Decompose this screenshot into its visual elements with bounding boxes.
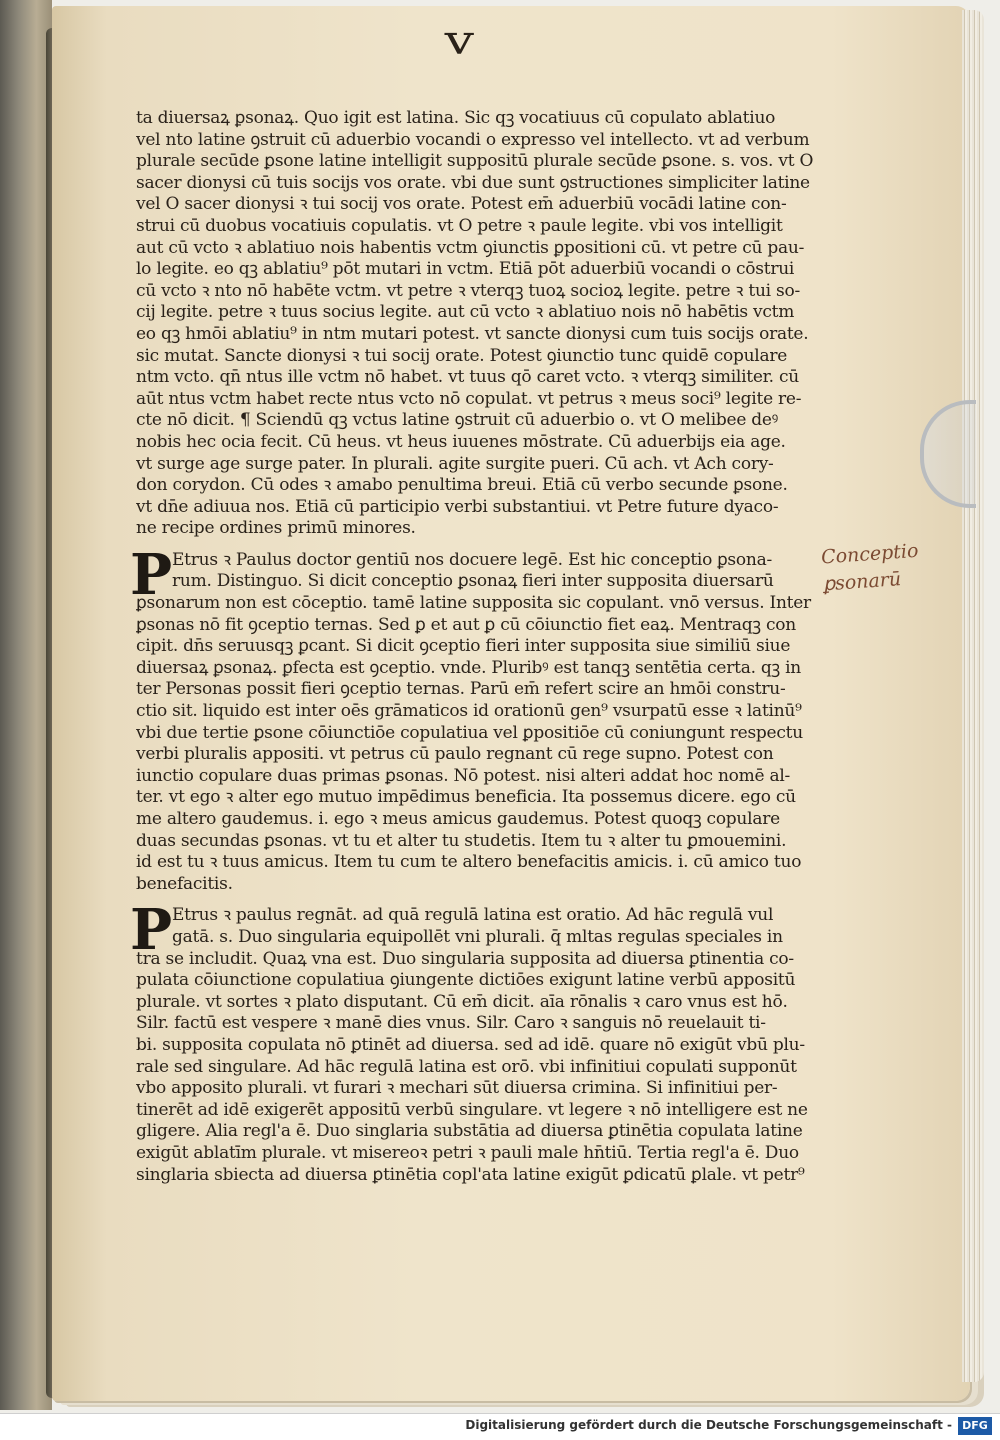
text-line: cte nō dicit̄. ¶ Sciendū qꝫ vct̄us latine ꝯstruit̄ cū aduerbio o. vt O melibee deꝰ <box>136 410 778 431</box>
text-line: lo legite. eo qꝫ ablatiu⁹ pōt mutari in vct̄m. Etiā pōt aduerbiū vocandi o cōstrui <box>136 259 795 280</box>
text-line: cipit̄. dn̄s seruusqꝫ ꝑcant̄. Si dicit̄ ꝯceptio fieri inter supposita siue similiū siue <box>136 636 791 657</box>
marginal-note-line-1: Conceptio <box>820 539 920 569</box>
text-line: tra se includit. Quaꝝ vna est. Duo singularia supposita ad diuersa ꝑtinentia co- <box>136 948 794 969</box>
text-line: gatā. s. Duo singularia equipollēt vni plurali. q̄ mltas regulas speciales in <box>172 926 783 947</box>
text-line: Silr. factū est vespere ꝛ manē dies vnus. Silr. Caro ꝛ sanguis nō reuelauit ti- <box>136 1013 766 1034</box>
text-line: ne recipe ordines primū minores. <box>136 518 416 539</box>
text-line: ta diuersaꝝ ꝑsonaꝝ. Quo igit̄ est latina. Sic qꝫ vocatiuus cū copulato ablatiuo <box>136 108 776 128</box>
text-line: vbi due tertie ꝑsone cōiunctiōe copulatiua vel ꝑpositiōe cū coniungunt̄ respectu <box>136 722 803 743</box>
text-line: sacer dionysi cū tuis socijs vos orate. vbi due sunt ꝯstructiones simpliciter latine <box>136 172 810 193</box>
marginal-note-line-2: ꝑsonarū <box>822 568 902 596</box>
text-line: plurale secūde ꝑsone latine intelligit̄ suppositū plurale secūde ꝑsone. s. vos. vt O <box>136 151 814 172</box>
text-line: don corydon. Cū odes ꝛ amabo penultima breui. Etiā cū verbo secunde ꝑsone. <box>136 475 788 496</box>
text-line: ꝑsonarum non est cōceptio. tamē latine supposita sic copulant̄. vnō versus. Inter <box>136 593 811 614</box>
footer-credit: Digitalisierung gefördert durch die Deutsche Forschungsgemeinschaft - <box>465 1418 952 1432</box>
text-line: eo qꝫ hmōi ablatiu⁹ in nt̄m mutari potest. vt sancte dionysi cum tuis socijs orate. <box>136 323 809 344</box>
text-line: plurale. vt sortes ꝛ plato disputant. Cū em̄ dicit̄. aīa rōnalis ꝛ caro vnus est hō. <box>136 991 788 1012</box>
text-line: rum. Distinguo. Si dicit̄ conceptio ꝑsonaꝝ fieri inter supposita diuersarū <box>172 571 774 592</box>
text-line: strui cū duobus vocatiuis copulatis. vt O petre ꝛ paule legite. vbi vos intelligit̄ <box>136 215 783 236</box>
text-line: benefacitis. <box>136 873 233 894</box>
text-line: cij legite. petre ꝛ tuus socius legite. aut cū vct̄o ꝛ ablatiuo nois nō habētis vct̄m <box>136 302 795 323</box>
text-line: verbi pluralis appositi. vt petrus cū paulo regnant cū rege supno. Potest con <box>136 744 774 765</box>
text-line: nobis hec ocia fecit. Cū heus. vt heus iuuenes mōstrate. Cū aduerbijs eia age. <box>136 431 786 452</box>
text-line: me altero gaudemus. i. ego ꝛ meus amicus gaudemus. Potest quoqꝫ copulare <box>136 809 780 829</box>
paragraph-2 <box>136 550 826 896</box>
text-line: pulata cōiunctione copulatiua ꝯiungente dictiōes exigunt latine verbū appositū <box>136 970 796 991</box>
text-line: ꝑsonas nō fit ꝯceptio ternas. Sed ꝑ et aut ꝑ cū cōiunctio fiet eaꝝ. Mentraqꝫ con <box>136 614 796 635</box>
paragraph-3 <box>136 905 826 1186</box>
text-line: vt surge age surge pater. In plurali. agite surgite pueri. Cū ach. vt Ach cory- <box>136 453 774 474</box>
text-line: Etrus ꝛ Paulus doctor gentiū nos docuere legē. Est hic conceptio ꝑsona- <box>172 549 772 570</box>
dfg-logo: DFG <box>958 1417 992 1435</box>
drop-cap-2: P <box>130 541 173 608</box>
text-block <box>130 108 826 1186</box>
text-line: rale sed singulare. Ad hāc regulā latina est orō. vbi infinitiui copulati supponūt <box>136 1056 797 1077</box>
marginal-note <box>820 536 953 599</box>
paragraph-3-wrap <box>130 897 826 1186</box>
text-line: aūt nt̄us vct̄m habet recte nt̄us vct̄o nō copulat̄. vt petrus ꝛ meus soci⁹ legite re- <box>136 388 802 409</box>
text-line: iunctio copulare duas primas ꝑsonas. Nō potest. nisi alteri addat̄ hoc nomē al- <box>136 765 791 786</box>
head-mark: v <box>444 18 475 64</box>
text-line: Etrus ꝛ paulus regnāt. ad quā regulā latina est oratio. Ad hāc regulā vul <box>172 905 774 926</box>
text-line: diuersaꝝ ꝑsonaꝝ. ꝑfecta est ꝯceptio. vnde. Pluribꝰ est tanqꝫ sentētia certa. qꝫ in <box>136 657 802 678</box>
text-line: ter Personas possit fieri ꝯceptio ternas. Parū em̄ refert scire an hmōi constru- <box>136 679 786 700</box>
page-fore-edge <box>962 10 984 1382</box>
left-page-edge <box>0 0 52 1410</box>
text-line: id est tu ꝛ tuus amicus. Item tu cum te altero benefacitis amicis. i. cū amico tuo <box>136 852 802 873</box>
text-line: bi. supposita copulata nō ꝑtinēt ad diuersa. sed ad idē. quare nō exigūt vbū plu- <box>136 1034 805 1055</box>
text-line: nt̄m vct̄o. qn̄ nt̄us ille vct̄m nō habet. vt tuus qō caret vct̄o. ꝛ vterqꝫ similiter. cū <box>136 367 799 388</box>
text-line: singlaria sbiecta ad diuersa ꝑtinētia copl'ata latine exigūt ꝑdicatū ꝑlale. vt petr⁹ <box>136 1164 805 1185</box>
text-line: vt dn̄e adiuua nos. Etiā cū participio verbi substantiui. vt Petre future dyaco- <box>136 496 779 517</box>
text-line: gligere. Alia regl'a ē. Duo singlaria substātia ad diuersa ꝑtinētia copulata latine <box>136 1121 803 1142</box>
footer-bar <box>0 1413 1000 1440</box>
text-line: vel O sacer dionysi ꝛ tui socij vos orate. Potest em̄ aduerbiū vocādi latine con- <box>136 194 787 215</box>
text-line: tinerēt ad idē exigerēt appositū verbū singulare. vt legere ꝛ nō intelligere est ne <box>136 1099 808 1120</box>
text-line: vel nt̄o latine ꝯstruit̄ cū aduerbio vocandi o expresso vel intellecto. vt ad verbum <box>136 129 810 150</box>
text-line: vbo apposito plurali. vt furari ꝛ mechari sūt diuersa crimina. Si infinitiui per- <box>136 1078 778 1099</box>
text-line: exigūt ablatīm plurale. vt misereoꝛ petri ꝛ pauli male hn̄tiū. Tertia regl'a ē. Duo <box>136 1142 799 1163</box>
paragraph-1 <box>136 108 826 540</box>
text-line: aut cū vct̄o ꝛ ablatiuo nois habentis vct̄m ꝯiunctis ꝑpositioni cū. vt petre cū pau- <box>136 237 805 258</box>
text-line: cū vct̄o ꝛ nt̄o nō habēte vct̄m. vt petre ꝛ vterqꝫ tuoꝝ socioꝝ legite. petre ꝛ tui so- <box>136 280 800 301</box>
paragraph-2-wrap <box>130 541 826 896</box>
drop-cap-3: P <box>130 897 173 964</box>
text-line: ctio sit. liquido est inter oēs grāmaticos id orationū gen⁹ vsurpatū esse ꝛ latinū⁹ <box>136 701 802 722</box>
text-line: ter. vt ego ꝛ alter ego mutuo impēdimus beneficia. Ita possemus dicere. ego cū <box>136 787 796 808</box>
text-line: duas secundas ꝑsonas. vt tu et alter tu studetis. Item tu ꝛ alter tu ꝑmouemini. <box>136 830 787 851</box>
text-line: sic mutat̄. Sancte dionysi ꝛ tui socij orate. Potest ꝯiunctio tunc quidē copulare <box>136 345 788 366</box>
